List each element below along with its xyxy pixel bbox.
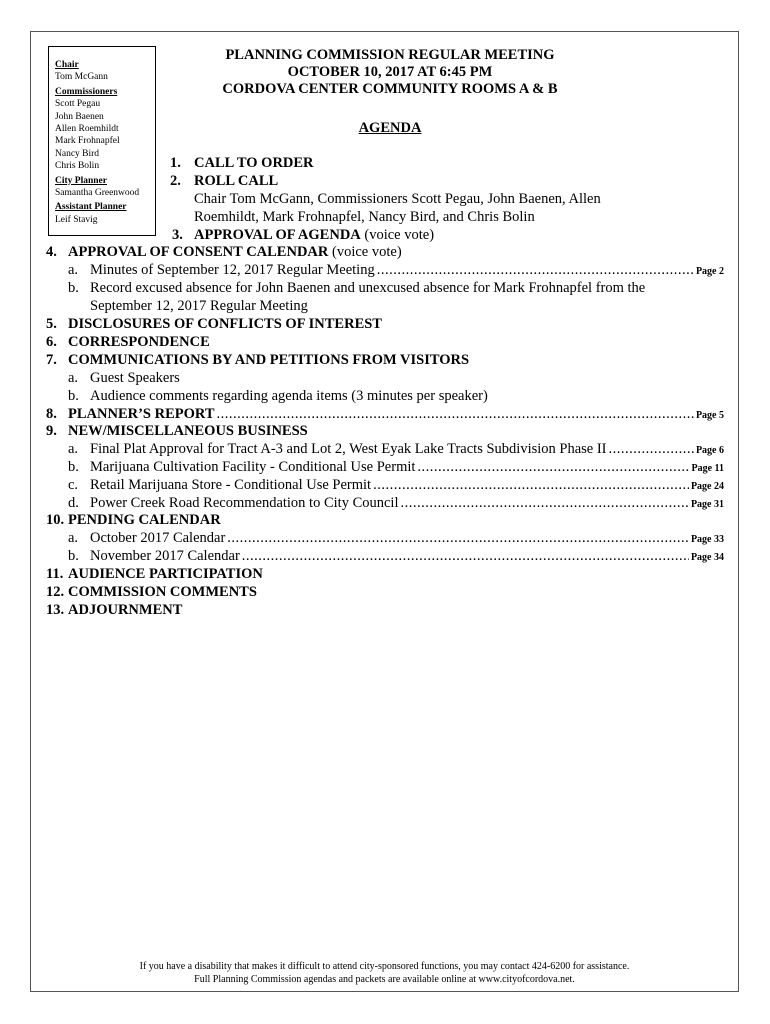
agenda-title: AGENDA [358,120,422,136]
agenda-item-7: 7. COMMUNICATIONS BY AND PETITIONS FROM VISITORS [46,352,470,368]
roll-call-detail: Chair Tom McGann, Commissioners Scott Pegau, John Baenen, Allen [194,191,601,207]
agenda-subitem: a. Final Plat Approval for Tract A-3 and Lot 2, West Eyak Lake Tracts Subdivision Phase II ..... Page 6 [68,440,724,460]
agenda-item-8: 8. PLANNER’S REPORT ..... Page 5 [46,405,724,425]
agenda-subitem: b. Audience comments regarding agenda items (3 minutes per speaker) [68,388,488,404]
meeting-date: OCTOBER 10, 2017 AT 6:45 PM [287,64,493,80]
city-planner-name: Samantha Greenwood [55,188,140,199]
agenda-item-3: 3. APPROVAL OF AGENDA (voice vote) [172,227,435,243]
commissioner-name: Chris Bolin [55,161,100,172]
assistant-planner-name: Leif Stavig [55,214,98,225]
agenda-subitem: b. Record excused absence for John Baenen and unexcused absence for Mark Frohnapfel from the [68,280,646,296]
assistant-planner-label: Assistant Planner [55,202,127,213]
roll-call-detail: Roemhildt, Mark Frohnapfel, Nancy Bird, and Chris Bolin [194,209,535,225]
agenda-subitem: b. November 2017 Calendar ..... Page 34 [68,547,724,567]
agenda-item-4: 4. APPROVAL OF CONSENT CALENDAR (voice vote) [46,244,402,260]
commissioner-name: Allen Roemhildt [55,124,119,135]
accessibility-note: If you have a disability that makes it difficult to attend city-sponsored functions, you may contact 424-6200 for assistance. [139,961,630,972]
agenda-item-6: 6. CORRESPONDENCE [46,334,210,350]
page-ref: Page 11 [691,463,724,474]
agenda-subitem: a. Minutes of September 12, 2017 Regular Meeting ..... Page 2 [68,261,724,281]
meeting-location: CORDOVA CENTER COMMUNITY ROOMS A & B [222,81,558,97]
agenda-item-5: 5. DISCLOSURES OF CONFLICTS OF INTEREST [46,316,382,332]
chair-name: Tom McGann [55,72,108,83]
agenda-subitem: b. Marijuana Cultivation Facility - Conditional Use Permit ..... Page 11 [68,458,724,478]
agenda-item-9: 9. NEW/MISCELLANEOUS BUSINESS [46,423,308,439]
commissioner-name: Nancy Bird [55,148,100,159]
meeting-title: PLANNING COMMISSION REGULAR MEETING [225,47,555,63]
commissioner-name: John Baenen [55,111,104,122]
agenda-subitem: d. Power Creek Road Recommendation to City Council ..... Page 31 [68,494,724,514]
page-ref: Page 34 [690,552,724,563]
footer-note [30,960,739,986]
online-note: Full Planning Commission agendas and packets are available online at www.cityofcordova.net. [194,974,575,985]
page-ref: Page 6 [695,445,724,456]
agenda-item-10: 10. PENDING CALENDAR [46,512,221,528]
agenda-item-13: 13. ADJOURNMENT [46,602,183,618]
agenda-item-11: 11. AUDIENCE PARTICIPATION [46,566,263,582]
agenda-item-2: 2. ROLL CALL [170,173,279,189]
page-ref: Page 31 [690,499,724,510]
page-ref: Page 5 [695,410,724,421]
commissioners-label: Commissioners [55,86,118,97]
chair-label: Chair [55,60,79,70]
meeting-header [180,47,600,98]
page-ref: Page 24 [690,481,724,492]
agenda-subitem: a. October 2017 Calendar ..... Page 33 [68,529,724,549]
city-planner-label: City Planner [55,175,107,186]
agenda-item-12: 12. COMMISSION COMMENTS [46,584,257,600]
page-ref: Page 2 [695,266,724,277]
commissioner-name: Scott Pegau [55,99,101,110]
agenda-subitem: a. Guest Speakers [68,370,180,386]
agenda-item-1: 1. CALL TO ORDER [170,155,314,171]
page-ref: Page 33 [690,534,724,545]
agenda-subitem-continued: September 12, 2017 Regular Meeting [90,298,308,314]
staff-roster [48,46,156,236]
agenda-subitem: c. Retail Marijuana Store - Conditional Use Permit ..... Page 24 [68,476,724,496]
commissioner-name: Mark Frohnapfel [55,136,120,147]
